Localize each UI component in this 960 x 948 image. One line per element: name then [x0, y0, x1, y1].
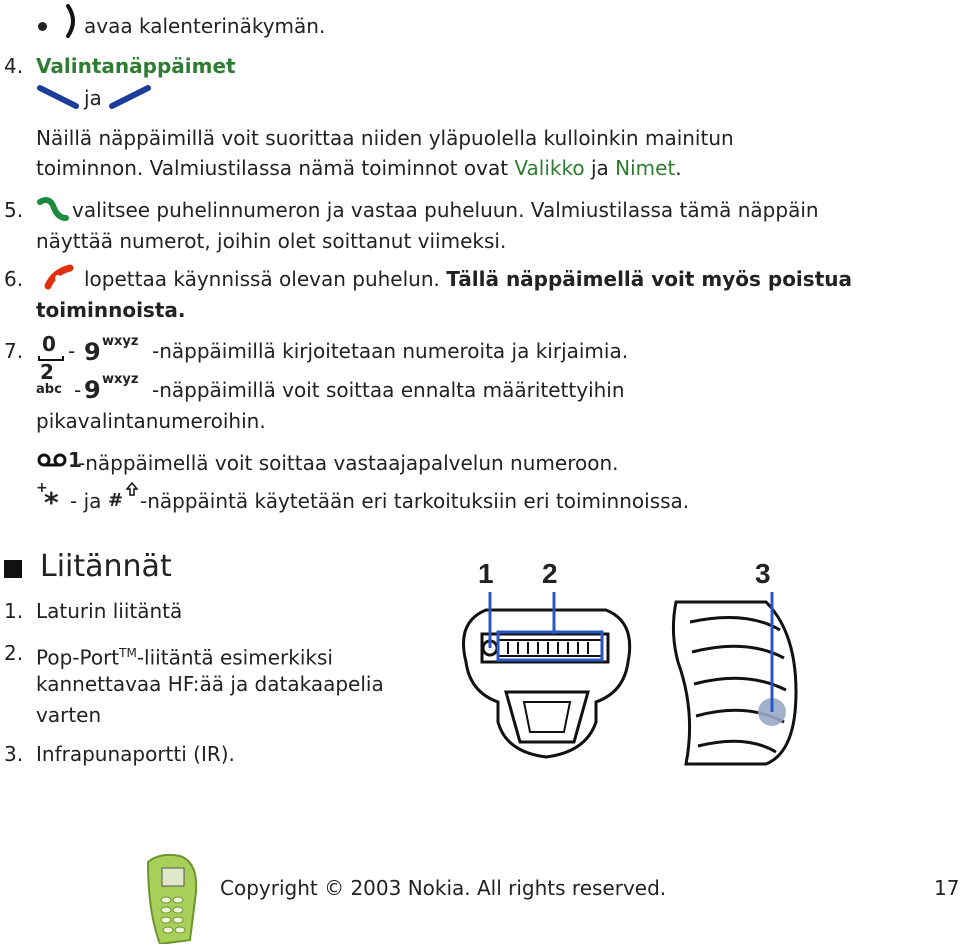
bullet — [38, 22, 47, 31]
desc-text: ja — [584, 156, 616, 180]
callout-label-2: 2 — [542, 558, 558, 589]
item-4-title: Valintanäppäimet — [36, 54, 236, 78]
item-6-text: lopettaa käynnissä olevan puhelun. — [84, 267, 447, 291]
item-7-dash-2: - — [74, 378, 82, 402]
item-4-desc-line1: Näillä näppäimillä voit suorittaa niiden yläpuolella kulloinkin mainitun — [36, 126, 734, 150]
shift-arrow-icon — [126, 482, 138, 496]
item-5-line1: valitsee puhelinnumeron ja vastaa puheluun. Valmiustilassa tämä näppäin — [72, 198, 819, 222]
plus-glyph: + — [36, 480, 48, 496]
abc-glyph: abc — [36, 382, 62, 397]
nimet-label: Nimet — [615, 156, 676, 180]
one-glyph: 1 — [68, 448, 82, 472]
nine-key-icon-2 — [84, 372, 148, 402]
item-7-line3: pikavalintanumeroihin. — [36, 409, 266, 433]
item-7-l5a: - ja — [70, 489, 102, 513]
item-6-line1 — [84, 266, 852, 292]
item-number-6: 6. — [4, 267, 24, 291]
item-number-5: 5. — [4, 198, 24, 222]
nine-glyph: 9 — [84, 338, 101, 366]
list-text-3: Infrapunaportti (IR). — [36, 742, 235, 766]
item-7-line1: -näppäimillä kirjoitetaan numeroita ja kirjaimia. — [152, 339, 629, 363]
list-text-2 — [36, 640, 333, 671]
tm-mark: TM — [119, 646, 137, 660]
item-4-ja: ja — [84, 86, 102, 110]
list-num-1: 1. — [4, 599, 24, 623]
wxyz-glyph: wxyz — [102, 372, 139, 387]
footer-copyright: Copyright © 2003 Nokia. All rights reserved. — [220, 876, 667, 900]
section-title: Liitännät — [40, 549, 172, 584]
list-num-3: 3. — [4, 742, 24, 766]
voicemail-icon — [36, 452, 70, 468]
footer-phone-thumbnail — [140, 852, 204, 944]
item-6-bold-text: Tällä näppäimellä voit myös poistua — [446, 267, 852, 291]
item-7-line4: -näppäimellä voit soittaa vastaajapalvelun numeroon. — [78, 451, 619, 475]
nine-glyph: 9 — [84, 376, 101, 404]
item-7-dash: - — [68, 339, 76, 363]
item-7-line2: -näppäimillä voit soittaa ennalta määritettyihin — [152, 378, 625, 402]
zero-key-icon — [36, 332, 62, 362]
phone-bottom-drawing — [446, 592, 806, 768]
two-key-icon — [36, 362, 76, 398]
valikko-label: Valikko — [514, 156, 585, 180]
zero-glyph: 0 — [42, 332, 56, 356]
voicemail-key-icon — [36, 448, 82, 476]
phone-bottom-figure — [446, 558, 806, 768]
desc-text: toiminnon. Valmiustilassa nämä toiminnot ovat — [36, 156, 515, 180]
item-number-7: 7. — [4, 339, 24, 363]
call-key-icon — [36, 194, 70, 224]
hash-glyph: # — [108, 490, 124, 511]
end-key-icon — [44, 262, 76, 292]
scroll-key-icon — [64, 4, 80, 38]
item-number-4: 4. — [4, 54, 24, 78]
list-text-2-cont2: varten — [36, 703, 102, 727]
nine-key-icon — [84, 334, 148, 364]
pop-port-rest: -liitäntä esimerkiksi — [136, 645, 333, 670]
phone-thumbnail-icon — [140, 852, 204, 944]
desc-text: . — [675, 156, 682, 180]
item-7-l5b: -näppäintä käytetään eri tarkoituksiin eri toiminnoissa. — [140, 489, 690, 513]
star-glyph: * — [44, 486, 59, 519]
item-5-line2: näyttää numerot, joihin olet soittanut viimeksi. — [36, 229, 507, 253]
page-number: 17 — [934, 876, 960, 900]
star-key-icon — [36, 480, 70, 519]
right-selection-key-icon — [108, 82, 152, 110]
hash-key-icon — [108, 482, 142, 516]
calendar-text: avaa kalenterinäkymän. — [84, 14, 326, 38]
list-num-2: 2. — [4, 641, 24, 665]
two-glyph: 2 — [40, 360, 54, 384]
list-text-2-cont1: kannettavaa HF:ää ja datakaapelia — [36, 672, 384, 696]
callout-label-1: 1 — [478, 558, 494, 589]
list-text-1: Laturin liitäntä — [36, 599, 183, 623]
item-4-desc-line2 — [36, 155, 682, 181]
section-square-marker — [4, 560, 22, 578]
pop-port-text: Pop-Port — [36, 645, 120, 670]
wxyz-glyph: wxyz — [102, 334, 139, 349]
callout-label-3: 3 — [755, 558, 771, 589]
left-selection-key-icon — [36, 82, 80, 110]
item-6-line2: toiminnoista. — [36, 298, 186, 322]
